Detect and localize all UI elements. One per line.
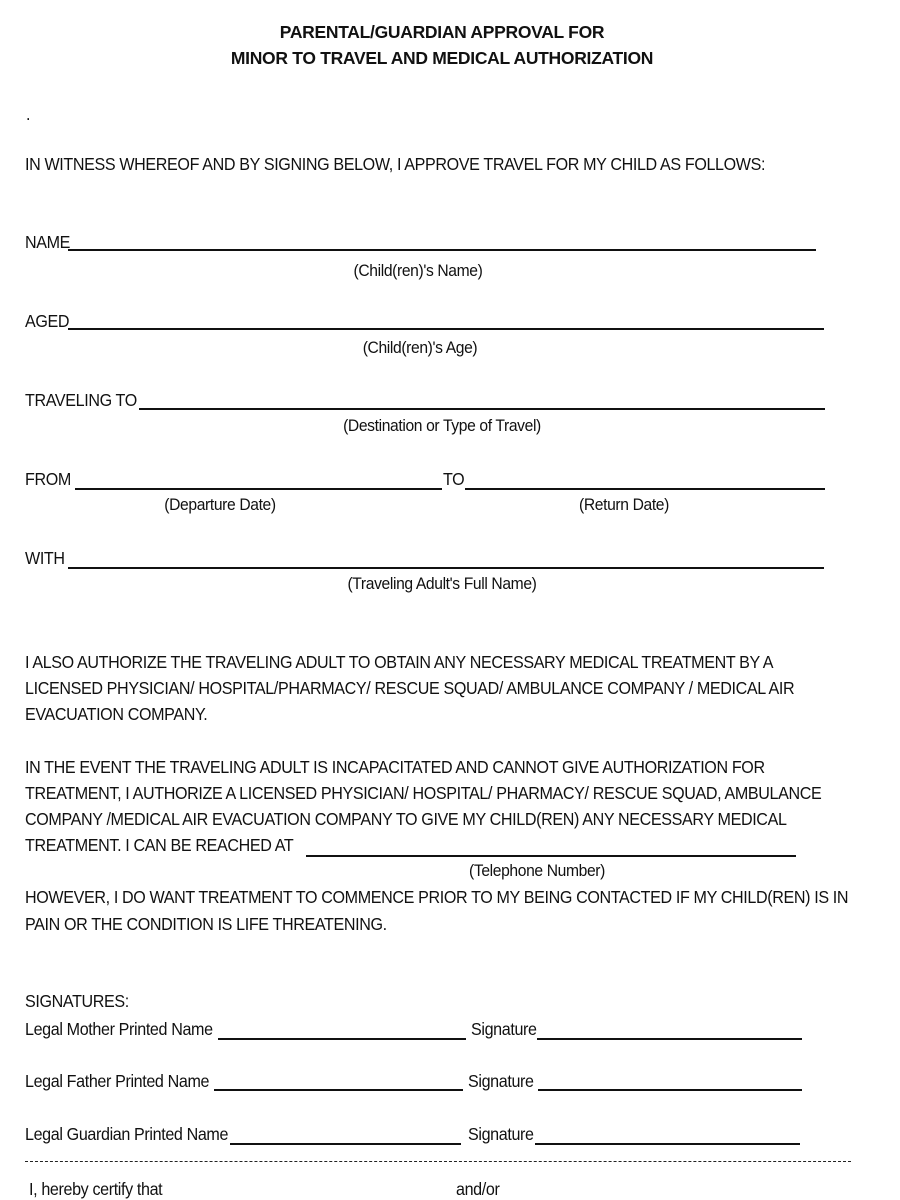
form-title-line-1: PARENTAL/GUARDIAN APPROVAL FOR	[279, 22, 605, 42]
father-signature-line[interactable]	[538, 1089, 802, 1091]
with-caption: (Traveling Adult's Full Name)	[347, 574, 537, 593]
telephone-caption: (Telephone Number)	[469, 861, 605, 880]
traveling-to-input-line[interactable]	[139, 408, 825, 410]
certify-statement: I, hereby certify that	[29, 1179, 163, 1199]
name-input-line[interactable]	[68, 249, 816, 251]
with-input-line[interactable]	[68, 567, 824, 569]
incapacitation-clause-line-4: TREATMENT. I CAN BE REACHED AT	[25, 835, 294, 855]
signatures-heading: SIGNATURES:	[25, 991, 129, 1011]
name-caption: (Child(ren)'s Name)	[353, 261, 483, 280]
traveling-to-label: TRAVELING TO	[25, 390, 137, 410]
father-printed-name-line[interactable]	[214, 1089, 463, 1091]
mother-printed-name-label: Legal Mother Printed Name	[25, 1019, 213, 1039]
telephone-input-line[interactable]	[306, 855, 796, 857]
with-label: WITH	[25, 548, 65, 568]
guardian-signature-label: Signature	[468, 1124, 534, 1144]
mother-signature-label: Signature	[471, 1019, 537, 1039]
form-title-line-2: MINOR TO TRAVEL AND MEDICAL AUTHORIZATION	[230, 48, 654, 68]
name-label: NAME	[25, 232, 71, 252]
mother-printed-name-line[interactable]	[218, 1038, 466, 1040]
aged-input-line[interactable]	[68, 328, 824, 330]
section-divider	[25, 1161, 851, 1162]
from-caption: (Departure Date)	[164, 495, 276, 514]
intro-statement: IN WITNESS WHEREOF AND BY SIGNING BELOW, I APPROVE TRAVEL FOR MY CHILD AS FOLLOWS:	[25, 154, 766, 174]
guardian-printed-name-line[interactable]	[230, 1143, 461, 1145]
father-printed-name-label: Legal Father Printed Name	[25, 1071, 210, 1091]
from-input-line[interactable]	[75, 488, 442, 490]
guardian-signature-line[interactable]	[535, 1143, 800, 1145]
treatment-commence-line-1: HOWEVER, I DO WANT TREATMENT TO COMMENCE PRIOR TO MY BEING CONTACTED IF MY CHILD(REN) IS IN	[25, 887, 849, 907]
medical-authorization-line-2: LICENSED PHYSICIAN/ HOSPITAL/PHARMACY/ RESCUE SQUAD/ AMBULANCE COMPANY / MEDICAL AIR	[25, 678, 795, 698]
guardian-printed-name-label: Legal Guardian Printed Name	[25, 1124, 229, 1144]
to-label: TO	[443, 469, 465, 489]
to-input-line[interactable]	[465, 488, 825, 490]
from-label: FROM	[25, 469, 71, 489]
stray-dot: .	[26, 104, 31, 124]
treatment-commence-line-2: PAIN OR THE CONDITION IS LIFE THREATENING.	[25, 914, 387, 934]
incapacitation-clause-line-1: IN THE EVENT THE TRAVELING ADULT IS INCAPACITATED AND CANNOT GIVE AUTHORIZATION FOR	[25, 757, 765, 777]
incapacitation-clause-line-2: TREATMENT, I AUTHORIZE A LICENSED PHYSICIAN/ HOSPITAL/ PHARMACY/ RESCUE SQUAD, AMBULANCE	[25, 783, 822, 803]
to-caption: (Return Date)	[579, 495, 669, 514]
certify-and-or: and/or	[456, 1179, 500, 1199]
traveling-to-caption: (Destination or Type of Travel)	[343, 416, 541, 435]
aged-label: AGED	[25, 311, 70, 331]
aged-caption: (Child(ren)'s Age)	[362, 338, 478, 357]
mother-signature-line[interactable]	[537, 1038, 802, 1040]
medical-authorization-line-3: EVACUATION COMPANY.	[25, 704, 208, 724]
incapacitation-clause-line-3: COMPANY /MEDICAL AIR EVACUATION COMPANY TO GIVE MY CHILD(REN) ANY NECESSARY MEDICAL	[25, 809, 787, 829]
father-signature-label: Signature	[468, 1071, 534, 1091]
medical-authorization-line-1: I ALSO AUTHORIZE THE TRAVELING ADULT TO OBTAIN ANY NECESSARY MEDICAL TREATMENT BY A	[25, 652, 774, 672]
